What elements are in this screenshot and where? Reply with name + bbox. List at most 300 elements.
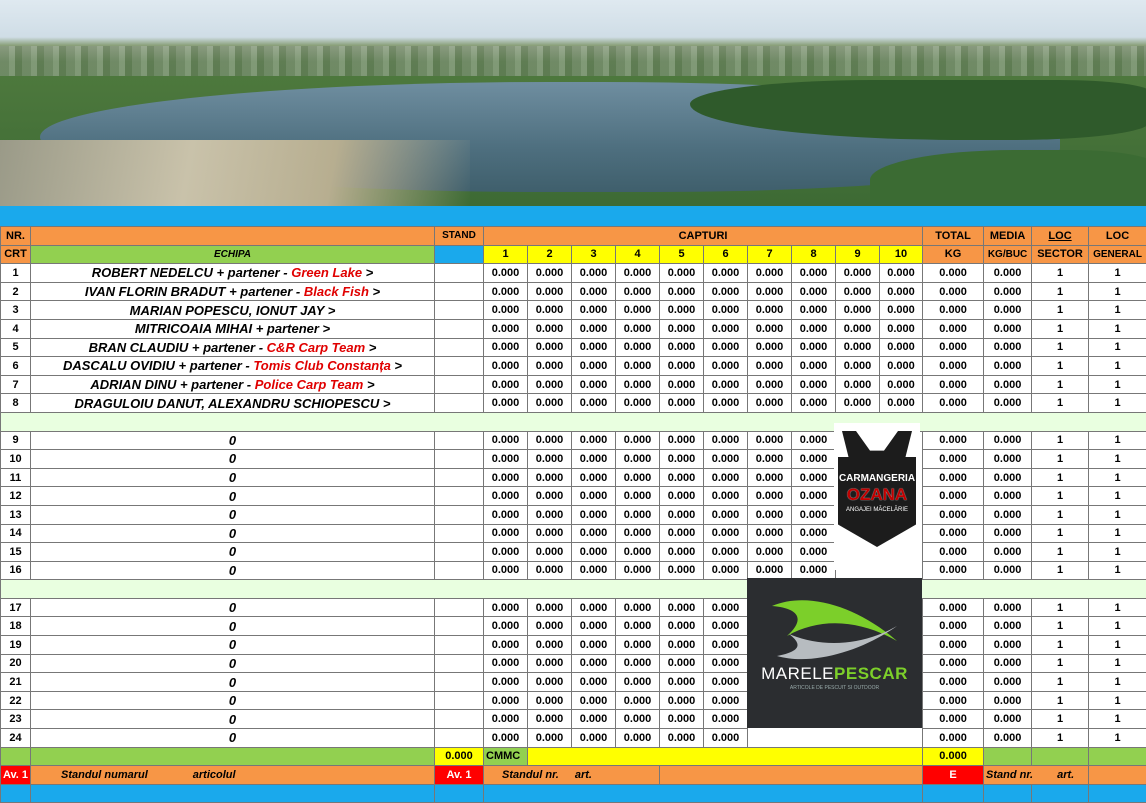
catch-cell[interactable]: 0.000 — [704, 673, 748, 692]
catch-cell[interactable]: 0.000 — [704, 729, 748, 748]
catch-cell[interactable]: 0.000 — [660, 561, 704, 580]
catch-cell[interactable]: 0.000 — [616, 710, 660, 729]
separator-cell — [1, 580, 1146, 599]
team-name[interactable] — [31, 636, 435, 655]
catch-cell[interactable]: 0.000 — [748, 450, 792, 469]
catch-cell[interactable]: 0.000 — [748, 357, 792, 376]
stand-cell[interactable] — [435, 375, 484, 394]
catch-cell[interactable]: 0.000 — [660, 338, 704, 357]
catch-cell[interactable]: 0.000 — [616, 468, 660, 487]
table-row[interactable] — [1, 431, 1146, 450]
row-arrow: > — [391, 358, 402, 373]
stand-article-label: Standul numarul articolul — [31, 766, 435, 785]
catch-cell[interactable]: 0.000 — [528, 691, 572, 710]
catch-cell[interactable]: 0.000 — [880, 264, 923, 283]
table-row[interactable] — [1, 710, 1146, 729]
catch-cell[interactable]: 0.000 — [660, 450, 704, 469]
table-row[interactable] — [1, 524, 1146, 543]
stand-cell[interactable] — [435, 338, 484, 357]
loc-sector: 1 — [1032, 431, 1089, 450]
team-name[interactable] — [31, 468, 435, 487]
total-kg: 0.000 — [923, 431, 984, 450]
stand-cell[interactable] — [435, 636, 484, 655]
catch-cell[interactable]: 0.000 — [660, 654, 704, 673]
team-name[interactable] — [31, 282, 435, 301]
stand-cell[interactable] — [435, 431, 484, 450]
catch-cell[interactable]: 0.000 — [484, 654, 528, 673]
catch-cell[interactable]: 0.000 — [572, 431, 616, 450]
catch-cell[interactable]: 0.000 — [616, 729, 660, 748]
results-table — [0, 226, 1146, 803]
catch-cell[interactable]: 0.000 — [836, 394, 880, 413]
table-row[interactable] — [1, 450, 1146, 469]
catch-cell[interactable]: 0.000 — [748, 394, 792, 413]
loc-sector: 1 — [1032, 338, 1089, 357]
table-row[interactable] — [1, 264, 1146, 283]
catch-cell[interactable]: 0.000 — [484, 301, 528, 320]
stand-cell[interactable] — [435, 357, 484, 376]
catch-cell[interactable]: 0.000 — [616, 282, 660, 301]
ozana-name-2: OZANA — [834, 485, 920, 505]
catch-cell[interactable]: 0.000 — [484, 468, 528, 487]
table-row[interactable] — [1, 319, 1146, 338]
catch-cell[interactable]: 0.000 — [836, 375, 880, 394]
catch-cell[interactable]: 0.000 — [660, 636, 704, 655]
catch-cell[interactable]: 0.000 — [660, 691, 704, 710]
catch-cell[interactable]: 0.000 — [616, 617, 660, 636]
team-name[interactable] — [31, 729, 435, 748]
row-number: 18 — [1, 617, 31, 636]
catch-cell[interactable]: 0.000 — [748, 505, 792, 524]
total-kg: 0.000 — [923, 319, 984, 338]
catch-cell[interactable]: 0.000 — [528, 673, 572, 692]
catch-cell[interactable]: 0.000 — [880, 282, 923, 301]
loc-sector: 1 — [1032, 450, 1089, 469]
catch-cell[interactable]: 0.000 — [792, 543, 836, 562]
team-name[interactable] — [31, 598, 435, 617]
table-row[interactable] — [1, 673, 1146, 692]
catch-cell[interactable]: 0.000 — [572, 654, 616, 673]
catch-cell[interactable]: 0.000 — [528, 487, 572, 506]
catch-cell[interactable]: 0.000 — [528, 301, 572, 320]
catch-cell[interactable]: 0.000 — [704, 543, 748, 562]
catch-cell[interactable]: 0.000 — [748, 431, 792, 450]
catch-cell[interactable]: 0.000 — [528, 468, 572, 487]
catch-cell[interactable]: 0.000 — [704, 468, 748, 487]
catch-cell[interactable]: 0.000 — [748, 375, 792, 394]
catch-cell[interactable]: 0.000 — [572, 468, 616, 487]
catch-cell[interactable]: 0.000 — [704, 375, 748, 394]
table-row[interactable] — [1, 598, 1146, 617]
team-name[interactable] — [31, 543, 435, 562]
catch-cell[interactable]: 0.000 — [484, 394, 528, 413]
stand-cell[interactable] — [435, 673, 484, 692]
catch-cell[interactable]: 0.000 — [660, 357, 704, 376]
catch-cell[interactable]: 0.000 — [792, 487, 836, 506]
catch-cell[interactable]: 0.000 — [616, 338, 660, 357]
table-row[interactable] — [1, 301, 1146, 320]
catch-cell[interactable]: 0.000 — [792, 394, 836, 413]
catch-cell[interactable]: 0.000 — [484, 710, 528, 729]
catch-cell[interactable]: 0.000 — [484, 282, 528, 301]
stand-cell[interactable] — [435, 282, 484, 301]
stand-cell[interactable] — [435, 468, 484, 487]
catch-cell[interactable]: 0.000 — [484, 691, 528, 710]
team-members: 0 — [229, 470, 236, 485]
table-row[interactable] — [1, 691, 1146, 710]
total-kg: 0.000 — [923, 729, 984, 748]
catch-cell[interactable]: 0.000 — [704, 282, 748, 301]
team-name[interactable] — [31, 450, 435, 469]
catch-cell[interactable]: 0.000 — [484, 561, 528, 580]
team-members: MITRICOAIA MIHAI + partener > — [135, 321, 330, 336]
stand-cell[interactable] — [435, 450, 484, 469]
catch-cell[interactable]: 0.000 — [572, 301, 616, 320]
table-row[interactable] — [1, 505, 1146, 524]
echipa-header: ECHIPA — [31, 245, 435, 264]
catch-cell[interactable]: 0.000 — [484, 543, 528, 562]
catch-cell[interactable]: 0.000 — [704, 487, 748, 506]
catch-cell[interactable]: 0.000 — [528, 375, 572, 394]
catch-cell[interactable]: 0.000 — [748, 543, 792, 562]
catch-cell[interactable]: 0.000 — [748, 301, 792, 320]
catch-cell[interactable]: 0.000 — [528, 543, 572, 562]
catch-cell[interactable]: 0.000 — [528, 357, 572, 376]
catch-cell[interactable]: 0.000 — [572, 710, 616, 729]
catch-cell[interactable]: 0.000 — [704, 561, 748, 580]
catch-cell[interactable]: 0.000 — [836, 282, 880, 301]
echipa-header-top — [31, 227, 435, 246]
catch-cell[interactable]: 0.000 — [528, 319, 572, 338]
catch-cell[interactable]: 0.000 — [572, 561, 616, 580]
catch-cell[interactable]: 0.000 — [528, 394, 572, 413]
team-name[interactable] — [31, 431, 435, 450]
table-row[interactable] — [1, 729, 1146, 748]
catch-cell[interactable]: 0.000 — [484, 617, 528, 636]
stand-cell[interactable] — [435, 598, 484, 617]
team-name[interactable] — [31, 357, 435, 376]
stand-cell[interactable] — [435, 691, 484, 710]
team-name[interactable] — [31, 375, 435, 394]
stand-cell[interactable] — [435, 394, 484, 413]
catch-cell[interactable]: 0.000 — [748, 524, 792, 543]
catch-cell[interactable]: 0.000 — [704, 450, 748, 469]
catch-cell[interactable]: 0.000 — [880, 394, 923, 413]
catch-cell[interactable]: 0.000 — [704, 636, 748, 655]
catch-cell[interactable]: 0.000 — [616, 264, 660, 283]
catch-cell[interactable]: 0.000 — [704, 691, 748, 710]
catch-cell[interactable]: 0.000 — [528, 450, 572, 469]
catch-cell[interactable]: 0.000 — [836, 319, 880, 338]
catch-cell[interactable]: 0.000 — [528, 505, 572, 524]
catch-cell[interactable]: 0.000 — [880, 375, 923, 394]
catch-header-6: 6 — [704, 245, 748, 264]
catch-cell[interactable]: 0.000 — [748, 487, 792, 506]
catch-cell[interactable]: 0.000 — [616, 524, 660, 543]
team-name[interactable] — [31, 561, 435, 580]
bottom-blue-row — [1, 784, 1146, 803]
catch-cell[interactable]: 0.000 — [704, 654, 748, 673]
ozana-name-1: CARMANGERIA — [834, 473, 920, 484]
catch-cell[interactable]: 0.000 — [572, 729, 616, 748]
catch-cell[interactable]: 0.000 — [704, 357, 748, 376]
catch-cell[interactable]: 0.000 — [748, 264, 792, 283]
catch-cell[interactable]: 0.000 — [572, 394, 616, 413]
catch-cell[interactable]: 0.000 — [616, 543, 660, 562]
team-name[interactable] — [31, 487, 435, 506]
table-row[interactable] — [1, 394, 1146, 413]
loc-general: 1 — [1089, 598, 1146, 617]
stand-cell[interactable] — [435, 561, 484, 580]
catch-cell[interactable]: 0.000 — [660, 505, 704, 524]
catch-cell[interactable]: 0.000 — [660, 729, 704, 748]
catch-cell[interactable]: 0.000 — [616, 375, 660, 394]
team-name[interactable] — [31, 338, 435, 357]
loc-sector: 1 — [1032, 394, 1089, 413]
catch-cell[interactable]: 0.000 — [616, 691, 660, 710]
catch-cell[interactable]: 0.000 — [484, 487, 528, 506]
catch-cell[interactable]: 0.000 — [572, 673, 616, 692]
team-name[interactable] — [31, 617, 435, 636]
catch-cell[interactable]: 0.000 — [748, 338, 792, 357]
catch-cell[interactable]: 0.000 — [704, 431, 748, 450]
catch-cell[interactable]: 0.000 — [792, 450, 836, 469]
catch-cell[interactable]: 0.000 — [880, 319, 923, 338]
team-name[interactable] — [31, 673, 435, 692]
catch-cell[interactable]: 0.000 — [660, 617, 704, 636]
catch-cell[interactable]: 0.000 — [660, 301, 704, 320]
catch-cell[interactable]: 0.000 — [484, 431, 528, 450]
catch-cell[interactable]: 0.000 — [704, 301, 748, 320]
catch-cell[interactable]: 0.000 — [484, 673, 528, 692]
partner-team: Green Lake — [291, 265, 365, 280]
catch-cell[interactable]: 0.000 — [528, 338, 572, 357]
catch-cell[interactable]: 0.000 — [572, 319, 616, 338]
catch-cell[interactable]: 0.000 — [660, 468, 704, 487]
stand-cell[interactable] — [435, 729, 484, 748]
catch-cell[interactable]: 0.000 — [792, 319, 836, 338]
catch-cell[interactable]: 0.000 — [484, 505, 528, 524]
catch-cell[interactable]: 0.000 — [792, 468, 836, 487]
catch-cell[interactable]: 0.000 — [616, 598, 660, 617]
catch-cell[interactable]: 0.000 — [792, 561, 836, 580]
cmmc-label: CMMC — [484, 747, 528, 766]
team-name[interactable] — [31, 301, 435, 320]
ozana-sub: ANGAJEI MĂCELĂRIE — [834, 507, 920, 513]
catch-cell[interactable]: 0.000 — [528, 431, 572, 450]
catch-cell[interactable]: 0.000 — [660, 598, 704, 617]
catch-cell[interactable]: 0.000 — [484, 729, 528, 748]
team-name[interactable] — [31, 264, 435, 283]
catch-cell[interactable]: 0.000 — [484, 636, 528, 655]
catch-cell[interactable]: 0.000 — [572, 505, 616, 524]
catch-cell[interactable]: 0.000 — [572, 282, 616, 301]
stand-cell[interactable] — [435, 543, 484, 562]
catch-cell[interactable]: 0.000 — [572, 357, 616, 376]
catch-cell[interactable]: 0.000 — [572, 524, 616, 543]
catch-cell[interactable]: 0.000 — [572, 487, 616, 506]
catch-cell[interactable]: 0.000 — [484, 450, 528, 469]
media-kgbuc: 0.000 — [984, 561, 1032, 580]
catch-cell[interactable]: 0.000 — [484, 357, 528, 376]
table-row[interactable] — [1, 654, 1146, 673]
catch-cell[interactable]: 0.000 — [616, 450, 660, 469]
catch-cell[interactable]: 0.000 — [704, 524, 748, 543]
team-name[interactable] — [31, 691, 435, 710]
table-row[interactable] — [1, 543, 1146, 562]
catch-cell[interactable]: 0.000 — [836, 264, 880, 283]
catch-cell[interactable]: 0.000 — [616, 673, 660, 692]
catch-cell[interactable]: 0.000 — [528, 524, 572, 543]
catch-cell[interactable]: 0.000 — [836, 301, 880, 320]
stand-cell[interactable] — [435, 617, 484, 636]
team-name[interactable] — [31, 654, 435, 673]
catch-cell[interactable]: 0.000 — [792, 375, 836, 394]
total-kg: 0.000 — [923, 450, 984, 469]
catch-cell[interactable]: 0.000 — [528, 282, 572, 301]
catch-cell[interactable]: 0.000 — [484, 375, 528, 394]
loc-general: 1 — [1089, 636, 1146, 655]
catch-cell[interactable]: 0.000 — [704, 505, 748, 524]
catch-cell[interactable]: 0.000 — [704, 598, 748, 617]
catch-cell[interactable]: 0.000 — [572, 617, 616, 636]
catch-cell[interactable]: 0.000 — [528, 561, 572, 580]
team-members: 0 — [229, 712, 236, 727]
catch-cell[interactable]: 0.000 — [484, 598, 528, 617]
catch-cell[interactable]: 0.000 — [660, 673, 704, 692]
stand-cell[interactable] — [435, 487, 484, 506]
catch-cell[interactable]: 0.000 — [792, 338, 836, 357]
catch-cell[interactable]: 0.000 — [748, 319, 792, 338]
catch-cell[interactable]: 0.000 — [528, 636, 572, 655]
catch-cell[interactable]: 0.000 — [748, 468, 792, 487]
catch-cell[interactable]: 0.000 — [616, 561, 660, 580]
catch-cell[interactable]: 0.000 — [616, 654, 660, 673]
catch-cell[interactable]: 0.000 — [704, 319, 748, 338]
partner-team: C&R Carp Team — [267, 340, 365, 355]
table-row[interactable] — [1, 561, 1146, 580]
table-row[interactable] — [1, 487, 1146, 506]
table-row[interactable] — [1, 338, 1146, 357]
catch-cell[interactable]: 0.000 — [704, 617, 748, 636]
catch-cell[interactable]: 0.000 — [484, 319, 528, 338]
team-name[interactable] — [31, 505, 435, 524]
catch-cell[interactable]: 0.000 — [660, 264, 704, 283]
catch-cell[interactable]: 0.000 — [792, 264, 836, 283]
catch-cell[interactable]: 0.000 — [572, 543, 616, 562]
catch-cell[interactable]: 0.000 — [792, 431, 836, 450]
catch-cell[interactable]: 0.000 — [572, 450, 616, 469]
catch-cell[interactable]: 0.000 — [880, 338, 923, 357]
catch-cell[interactable]: 0.000 — [528, 617, 572, 636]
catch-cell[interactable]: 0.000 — [616, 636, 660, 655]
catch-cell[interactable]: 0.000 — [660, 543, 704, 562]
catch-cell[interactable]: 0.000 — [704, 338, 748, 357]
table-row[interactable] — [1, 636, 1146, 655]
catch-cell[interactable]: 0.000 — [484, 524, 528, 543]
media-kgbuc: 0.000 — [984, 264, 1032, 283]
catch-cell[interactable]: 0.000 — [792, 505, 836, 524]
top-blue-bar — [0, 206, 1146, 226]
catch-cell[interactable]: 0.000 — [880, 301, 923, 320]
catch-cell[interactable]: 0.000 — [616, 301, 660, 320]
total-kg: 0.000 — [923, 561, 984, 580]
catch-cell[interactable]: 0.000 — [660, 394, 704, 413]
team-name[interactable] — [31, 394, 435, 413]
catch-cell[interactable]: 0.000 — [572, 338, 616, 357]
stand-cell[interactable] — [435, 505, 484, 524]
catch-cell[interactable]: 0.000 — [660, 282, 704, 301]
team-members: 0 — [229, 433, 236, 448]
catch-cell[interactable]: 0.000 — [528, 654, 572, 673]
media-kgbuc: 0.000 — [984, 431, 1032, 450]
catch-cell[interactable]: 0.000 — [660, 431, 704, 450]
catch-cell[interactable]: 0.000 — [616, 505, 660, 524]
stand-cell[interactable] — [435, 319, 484, 338]
team-name[interactable] — [31, 319, 435, 338]
team-name[interactable] — [31, 710, 435, 729]
catch-cell[interactable]: 0.000 — [528, 264, 572, 283]
catch-cell[interactable]: 0.000 — [704, 264, 748, 283]
table-row[interactable] — [1, 617, 1146, 636]
catch-cell[interactable]: 0.000 — [616, 319, 660, 338]
table-row[interactable] — [1, 282, 1146, 301]
catch-cell[interactable]: 0.000 — [616, 487, 660, 506]
stand-cell[interactable] — [435, 524, 484, 543]
catch-cell[interactable]: 0.000 — [616, 357, 660, 376]
catch-cell[interactable]: 0.000 — [748, 561, 792, 580]
catch-cell[interactable]: 0.000 — [572, 598, 616, 617]
catch-cell[interactable]: 0.000 — [836, 338, 880, 357]
stand-cell[interactable] — [435, 710, 484, 729]
team-name[interactable] — [31, 524, 435, 543]
catch-cell[interactable]: 0.000 — [660, 710, 704, 729]
catch-cell[interactable]: 0.000 — [792, 357, 836, 376]
stand-cell[interactable] — [435, 264, 484, 283]
catch-cell[interactable]: 0.000 — [704, 394, 748, 413]
catch-cell[interactable]: 0.000 — [484, 264, 528, 283]
catch-cell[interactable]: 0.000 — [572, 691, 616, 710]
catch-cell[interactable]: 0.000 — [836, 357, 880, 376]
catch-cell[interactable]: 0.000 — [792, 282, 836, 301]
results-body — [1, 264, 1146, 747]
catch-cell[interactable]: 0.000 — [660, 524, 704, 543]
catch-cell-empty — [748, 729, 792, 748]
catch-cell[interactable]: 0.000 — [572, 636, 616, 655]
catch-cell[interactable]: 0.000 — [616, 394, 660, 413]
table-row[interactable] — [1, 357, 1146, 376]
catch-cell[interactable]: 0.000 — [792, 524, 836, 543]
catch-cell[interactable]: 0.000 — [572, 375, 616, 394]
catch-cell[interactable]: 0.000 — [660, 319, 704, 338]
stand-cell[interactable] — [435, 654, 484, 673]
catch-cell[interactable]: 0.000 — [484, 338, 528, 357]
catch-cell[interactable]: 0.000 — [792, 301, 836, 320]
catch-cell[interactable]: 0.000 — [616, 431, 660, 450]
catch-cell[interactable]: 0.000 — [572, 264, 616, 283]
table-row[interactable] — [1, 468, 1146, 487]
catch-cell[interactable]: 0.000 — [660, 487, 704, 506]
catch-cell[interactable]: 0.000 — [704, 710, 748, 729]
catch-cell[interactable]: 0.000 — [528, 598, 572, 617]
catch-cell[interactable]: 0.000 — [528, 710, 572, 729]
stand-cell[interactable] — [435, 301, 484, 320]
table-row[interactable] — [1, 375, 1146, 394]
catch-cell[interactable]: 0.000 — [880, 357, 923, 376]
catch-cell[interactable]: 0.000 — [528, 729, 572, 748]
catch-cell[interactable]: 0.000 — [660, 375, 704, 394]
catch-cell[interactable]: 0.000 — [748, 282, 792, 301]
